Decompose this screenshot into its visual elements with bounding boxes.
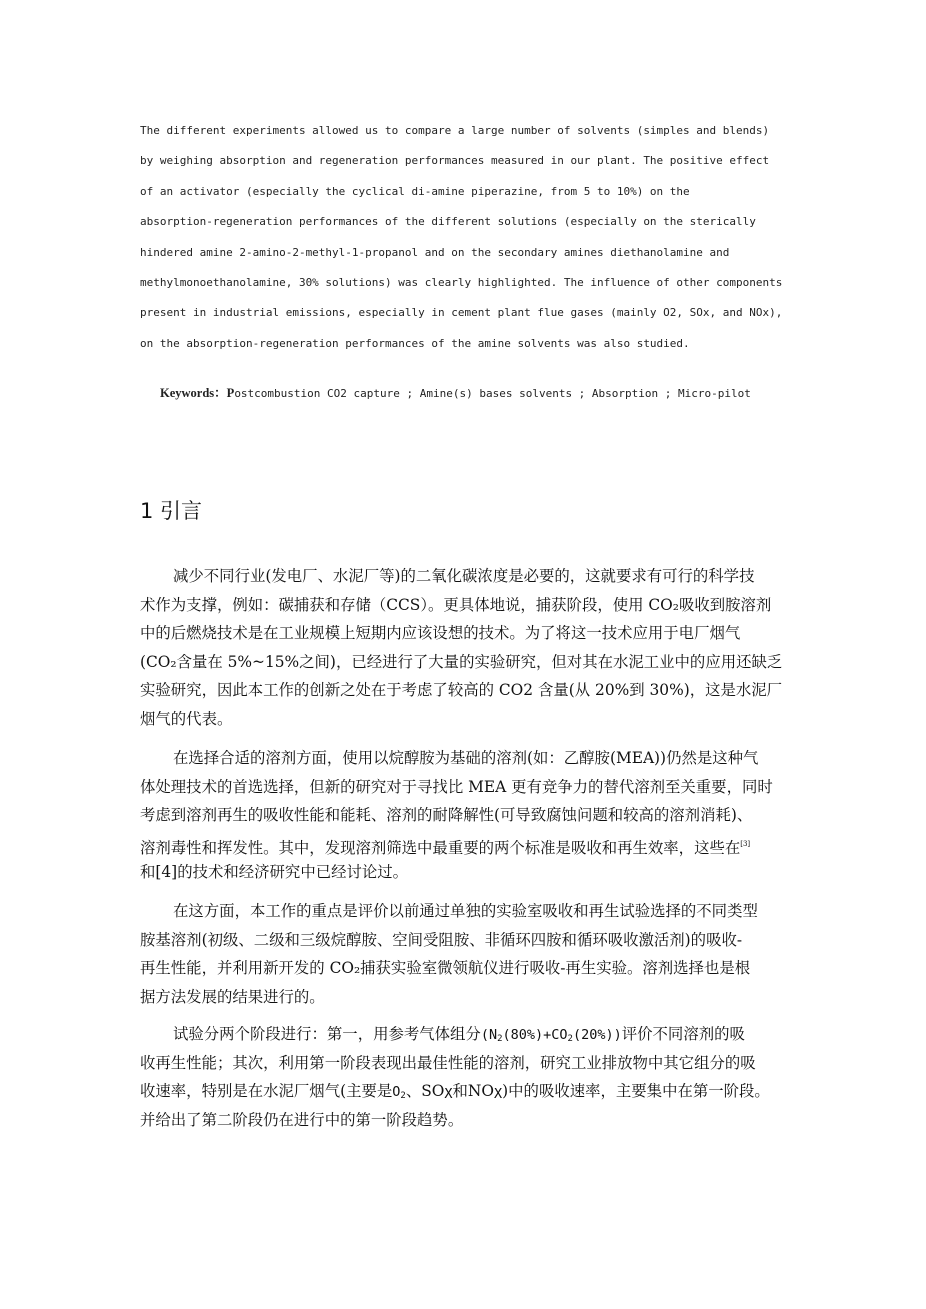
text-line bbox=[140, 1077, 790, 1106]
section-heading: 1 引言 bbox=[140, 499, 203, 523]
text-line: 在选择合适的溶剂方面，使用以烷醇胺为基础的溶剂(如：乙醇胺(MEA))仍然是这种气 bbox=[173, 749, 759, 767]
text-line: (CO₂含量在 5%~15%之间)，已经进行了大量的实验研究，但对其在水泥工业中的应用还缺乏 bbox=[140, 652, 783, 671]
text-segment bbox=[406, 1082, 445, 1100]
abstract-line: by weighing absorption and regeneration performances measured in our plant. The positive effect bbox=[140, 154, 770, 168]
text-line: 烟气的代表。 bbox=[140, 709, 233, 728]
abstract-line: The different experiments allowed us to compare a large number of solvents (simples and blends) bbox=[140, 124, 770, 137]
keywords-label: Keywords： bbox=[160, 386, 227, 400]
text-segment: 溶剂毒性和挥发性。其中，发现溶剂筛选中最重要的两个标准是吸收和再生效率，这些在 bbox=[140, 838, 741, 857]
text-line: 据方法发展的结果进行的。 bbox=[140, 987, 325, 1006]
keywords-text: ostcombustion CO2 capture ; Amine(s) bases solvents ; Absorption ; Micro-pilot bbox=[234, 387, 751, 400]
abstract-line: on the absorption-regeneration performances of the amine solvents was also studied. bbox=[140, 336, 690, 350]
paragraph-3 bbox=[140, 897, 790, 1011]
paragraph-4 bbox=[140, 1020, 790, 1134]
gas-composition bbox=[481, 1027, 622, 1043]
text-line: 收再生性能；其次，利用第一阶段表现出最佳性能的溶剂，研究工业排放物中其它组分的吸 bbox=[140, 1053, 756, 1072]
paragraph-1 bbox=[140, 562, 790, 734]
abstract-line: hindered amine 2-amino-2-methyl-1-propanol and on the secondary amines diethanolamine and bbox=[140, 245, 730, 259]
text-line: 再生性能，并利用新开发的 CO₂捕获实验室微领航仪进行吸收-再生实验。溶剂选择也是根 bbox=[140, 959, 751, 978]
formula-part: 和NO bbox=[452, 1082, 495, 1101]
subscript: X bbox=[444, 1086, 453, 1103]
keywords-first-letter: P bbox=[226, 386, 235, 400]
gas-formulas bbox=[392, 1084, 406, 1100]
text-line: 并给出了第二阶段仍在进行中的第一阶段趋势。 bbox=[140, 1110, 464, 1129]
formula-part: (20%)) bbox=[572, 1027, 622, 1043]
text-line: 体处理技术的首选选择，但新的研究对于寻找比 MEA 更有竞争力的替代溶剂至关重要，同时 bbox=[140, 777, 773, 796]
formula-part: 、SO bbox=[405, 1082, 445, 1101]
formula-part: (80%)+CO bbox=[502, 1027, 568, 1043]
text-line bbox=[140, 1020, 790, 1049]
keywords-line bbox=[160, 381, 800, 406]
citation-superscript: [3] bbox=[740, 839, 751, 848]
abstract-line: present in industrial emissions, especially in cement plant flue gases (mainly O2, SOx, and NOx), bbox=[140, 306, 783, 320]
text-line: 实验研究，因此本工作的创新之处在于考虑了较高的 CO2 含量(从 20%到 30%)，这是水泥厂 bbox=[140, 681, 783, 700]
formula-part: (N bbox=[480, 1027, 498, 1043]
text-line: 术作为支撑，例如：碳捕获和存储（CCS）。更具体地说，捕获阶段，使用 CO₂吸收到胺溶剂 bbox=[140, 595, 772, 614]
text-segment: 评价不同溶剂的吸 bbox=[621, 1025, 745, 1043]
subscript: X bbox=[494, 1086, 503, 1103]
abstract-line: of an activator (especially the cyclical di-amine piperazine, from 5 to 10%) on the bbox=[140, 184, 690, 198]
text-line bbox=[140, 830, 790, 859]
text-line: 减少不同行业(发电厂、水泥厂等)的二氧化碳浓度是必要的，这就要求有可行的科学技 bbox=[173, 567, 755, 585]
abstract-paragraph bbox=[140, 116, 792, 359]
text-line: 和[4]的技术和经济研究中已经讨论过。 bbox=[140, 863, 409, 882]
formula-part: O bbox=[392, 1084, 401, 1101]
text-line: 考虑到溶剂再生的吸收性能和能耗、溶剂的耐降解性(可导致腐蚀问题和较高的溶剂消耗)、 bbox=[140, 806, 753, 825]
text-segment: )中的吸收速率，主要集中在第一阶段。 bbox=[502, 1082, 770, 1101]
abstract-line: absorption-regeneration performances of the different solutions (especially on the sterically bbox=[140, 215, 756, 229]
text-line: 中的后燃烧技术是在工业规模上短期内应该设想的技术。为了将这一技术应用于电厂烟气 bbox=[140, 624, 741, 643]
text-segment: 收速率，特别是在水泥厂烟气(主要是 bbox=[140, 1082, 393, 1101]
paragraph-2 bbox=[140, 744, 790, 887]
text-line: 在这方面，本工作的重点是评价以前通过单独的实验室吸收和再生试验选择的不同类型 bbox=[173, 902, 758, 920]
subscript: 2 bbox=[400, 1091, 406, 1102]
subscript: 2 bbox=[567, 1034, 573, 1044]
text-line: 胺基溶剂(初级、二级和三级烷醇胺、空间受阻胺、非循环四胺和循环吸收激活剂)的吸收- bbox=[140, 930, 743, 949]
abstract-line: methylmonoethanolamine, 30% solutions) was clearly highlighted. The influence of other components bbox=[140, 276, 783, 290]
subscript: 2 bbox=[497, 1034, 503, 1044]
text-segment: 试验分两个阶段进行：第一，用参考气体组分 bbox=[173, 1025, 481, 1043]
